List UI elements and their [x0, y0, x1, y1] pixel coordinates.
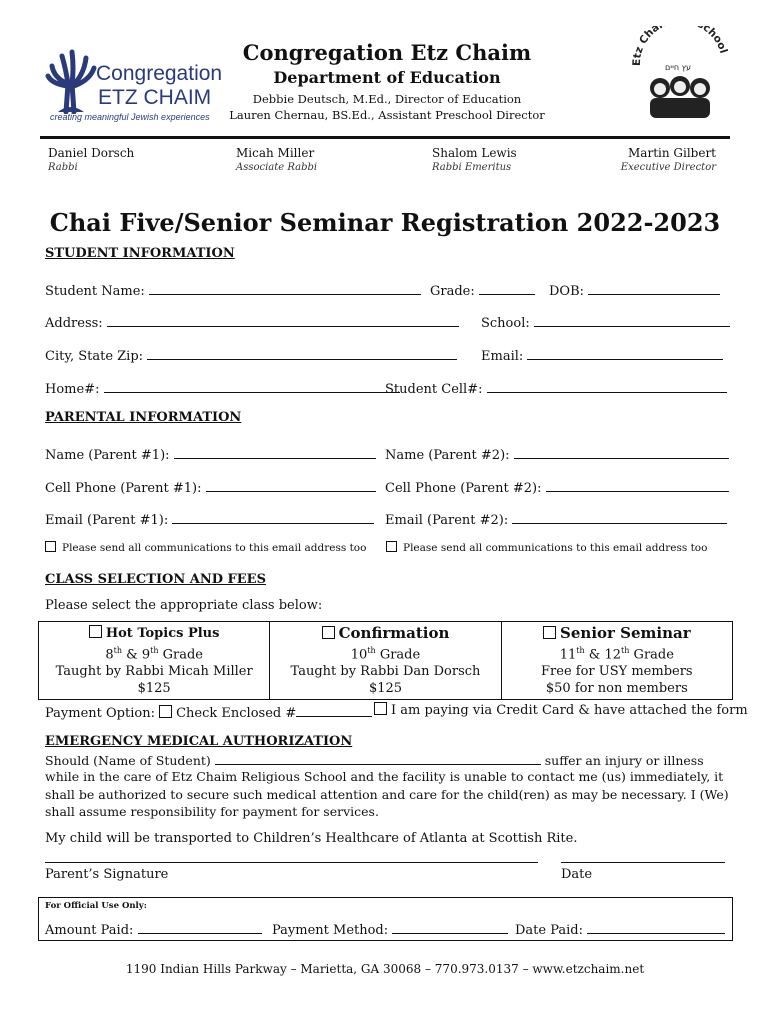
parent1-comm-label: Please send all communications to this email address too [62, 542, 367, 554]
header-divider [40, 136, 730, 139]
dob-label: DOB: [549, 284, 585, 299]
city-field [45, 345, 457, 364]
class-option-hot-topics[interactable] [39, 622, 270, 700]
parent1-email-input[interactable] [172, 509, 374, 524]
date-line[interactable] [561, 862, 725, 863]
parent1-cell-label: Cell Phone (Parent #1): [45, 481, 202, 496]
check-enclosed-checkbox[interactable] [159, 705, 172, 718]
preschool-logo-text: Etz Cha choo [630, 26, 728, 67]
suffer-label: suffer an injury or illness [544, 753, 704, 768]
class-name: Hot Topics Plus [105, 626, 220, 641]
official-use-label: For Official Use Only: [45, 901, 147, 911]
class-fee: $125 [137, 681, 171, 697]
form-title: Chai Five/Senior Seminar Registration 2022-2023 [49, 208, 721, 237]
signature-label: Parent’s Signature [45, 867, 169, 882]
clergy-title: Executive Director [620, 162, 716, 173]
clergy-name: Shalom Lewis [432, 146, 517, 160]
dob-field [549, 280, 720, 299]
class-grade: 8th & 9th Grade [105, 646, 203, 663]
staff-line-2: Lauren Chernau, BS.Ed., Assistant Preschool Director [229, 108, 545, 122]
class-teacher: Taught by Rabbi Dan Dorsch [290, 664, 481, 680]
address-input[interactable] [107, 312, 459, 327]
parent2-email-label: Email (Parent #2): [385, 513, 509, 528]
parent1-comm-option [45, 541, 366, 554]
email-label: Email: [481, 349, 524, 364]
clergy-4 [621, 146, 716, 173]
credit-card-label: I am paying via Credit Card & have attached the form [391, 703, 748, 718]
congregation-logo [40, 44, 225, 126]
clergy-name: Micah Miller [236, 146, 315, 160]
confirmation-checkbox[interactable] [322, 626, 335, 639]
class-grade: 10th Grade [350, 646, 421, 663]
clergy-2 [236, 146, 317, 173]
parent1-cell-input[interactable] [206, 477, 376, 492]
dob-input[interactable] [588, 280, 720, 295]
class-teacher: Taught by Rabbi Micah Miller [55, 664, 253, 680]
school-input[interactable] [534, 312, 730, 327]
emergency-student-input[interactable] [215, 750, 541, 765]
preschool-hebrew: עץ חיים [665, 63, 691, 72]
parent2-cell-label: Cell Phone (Parent #2): [385, 481, 542, 496]
clergy-3 [432, 146, 517, 173]
address-label: Address: [45, 316, 103, 331]
city-input[interactable] [147, 345, 457, 360]
class-grade: 11th & 12th Grade [559, 646, 674, 663]
clergy-title: Rabbi [48, 162, 78, 173]
clergy-title: Associate Rabbi [236, 162, 318, 173]
student-info-heading: STUDENT INFORMATION [45, 246, 235, 261]
parent1-name-label: Name (Parent #1): [45, 448, 170, 463]
department-name: Department of Education [273, 68, 501, 87]
logo-text-line2: ETZ CHAIM [98, 86, 212, 109]
parent-info-heading: PARENTAL INFORMATION [45, 410, 242, 425]
city-label: City, State Zip: [45, 349, 144, 364]
amount-paid-label: Amount Paid: [45, 923, 134, 938]
clergy-name: Martin Gilbert [628, 146, 716, 160]
student-cell-label: Student Cell#: [385, 382, 483, 397]
class-name: Confirmation [338, 624, 450, 642]
parent2-comm-option [386, 541, 707, 554]
student-name-field [45, 280, 421, 299]
letterhead [222, 40, 552, 123]
staff-line-1: Debbie Deutsch, M.Ed., Director of Education [252, 92, 522, 106]
class-name: Senior Seminar [560, 624, 691, 642]
school-label: School: [481, 316, 530, 331]
payment-method-input[interactable] [392, 919, 508, 934]
payment-option-row [45, 702, 372, 721]
class-selection-heading: CLASS SELECTION AND FEES [45, 572, 266, 587]
class-fee: $125 [368, 681, 403, 697]
check-enclosed-label: Check Enclosed # [176, 706, 297, 721]
parent1-cell-field [45, 477, 376, 496]
email-field [481, 345, 723, 364]
parent1-email-field [45, 509, 374, 528]
amount-paid-field [45, 919, 262, 938]
parent2-name-input[interactable] [514, 444, 729, 459]
tree-icon [44, 48, 100, 114]
footer-address: 1190 Indian Hills Parkway – Marietta, GA 30068 – 770.973.0137 – www.etzchaim.net [125, 962, 645, 976]
payment-option-label: Payment Option: [45, 706, 155, 721]
emergency-heading: EMERGENCY MEDICAL AUTHORIZATION [45, 734, 353, 749]
parent2-email-input[interactable] [512, 509, 727, 524]
clergy-name: Daniel Dorsch [48, 146, 135, 160]
class-fee-usy: Free for USY members [541, 664, 693, 680]
parent2-name-label: Name (Parent #2): [385, 448, 510, 463]
should-label: Should (Name of Student) [45, 753, 211, 768]
class-instruction: Please select the appropriate class below: [45, 598, 323, 613]
parent1-name-field [45, 444, 376, 463]
parent2-comm-checkbox[interactable] [386, 541, 397, 552]
clergy-title: Rabbi Emeritus [432, 162, 512, 173]
date-paid-label: Date Paid: [515, 923, 583, 938]
clergy-1 [48, 146, 134, 173]
home-phone-field [45, 378, 400, 397]
class-fee-non-usy: $50 for non members [545, 681, 688, 697]
parent2-cell-input[interactable] [546, 477, 729, 492]
transport-statement: My child will be transported to Children’s Healthcare of Atlanta at Scottish Rite. [45, 831, 578, 846]
parent2-comm-label: Please send all communications to this email address too [403, 542, 708, 554]
preschool-logo [628, 26, 728, 126]
payment-method-field [272, 919, 508, 938]
parent2-cell-field [385, 477, 729, 496]
grade-field [430, 280, 535, 299]
official-use-box [38, 897, 733, 941]
signature-line[interactable] [45, 862, 538, 863]
parent1-name-input[interactable] [174, 444, 376, 459]
parent1-email-label: Email (Parent #1): [45, 513, 169, 528]
logo-text-line1: Congregation [96, 62, 223, 85]
grade-input[interactable] [479, 280, 535, 295]
school-field [481, 312, 730, 331]
logo-tagline: creating meaningful Jewish experiences [50, 112, 210, 122]
parent1-comm-checkbox[interactable] [45, 541, 56, 552]
check-number-input[interactable] [296, 702, 372, 717]
student-name-emergency-row [45, 750, 704, 768]
svg-text:Etz Chaim Preschool [631, 26, 728, 66]
org-title: Congregation Etz Chaim [242, 40, 532, 65]
home-phone-input[interactable] [104, 378, 400, 393]
class-option-senior-seminar[interactable] [501, 622, 732, 700]
class-table [38, 621, 733, 700]
parent2-email-field [385, 509, 727, 528]
home-phone-label: Home#: [45, 382, 100, 397]
student-cell-input[interactable] [487, 378, 727, 393]
credit-card-option [374, 702, 748, 718]
hot-topics-checkbox[interactable] [89, 625, 102, 638]
grade-label: Grade: [430, 284, 475, 299]
amount-paid-input[interactable] [138, 919, 262, 934]
student-name-label: Student Name: [45, 284, 145, 299]
email-input[interactable] [527, 345, 723, 360]
date-label: Date [561, 867, 593, 882]
senior-seminar-checkbox[interactable] [543, 626, 556, 639]
student-name-input[interactable] [149, 280, 421, 295]
date-paid-input[interactable] [587, 919, 725, 934]
class-option-confirmation[interactable] [270, 622, 501, 700]
student-cell-field [385, 378, 727, 397]
credit-card-checkbox[interactable] [374, 702, 387, 715]
parent2-name-field [385, 444, 729, 463]
address-field [45, 312, 459, 331]
payment-method-label: Payment Method: [272, 923, 389, 938]
date-paid-field [515, 919, 725, 938]
emergency-body: while in the care of Etz Chaim Religious School and the facility is unable to contact me (us) immediately, it shall be authorized to secure such medical attention and care for the child(ren) as may be necessary. I (We) shall assume responsibility for payment for services. [45, 769, 729, 819]
